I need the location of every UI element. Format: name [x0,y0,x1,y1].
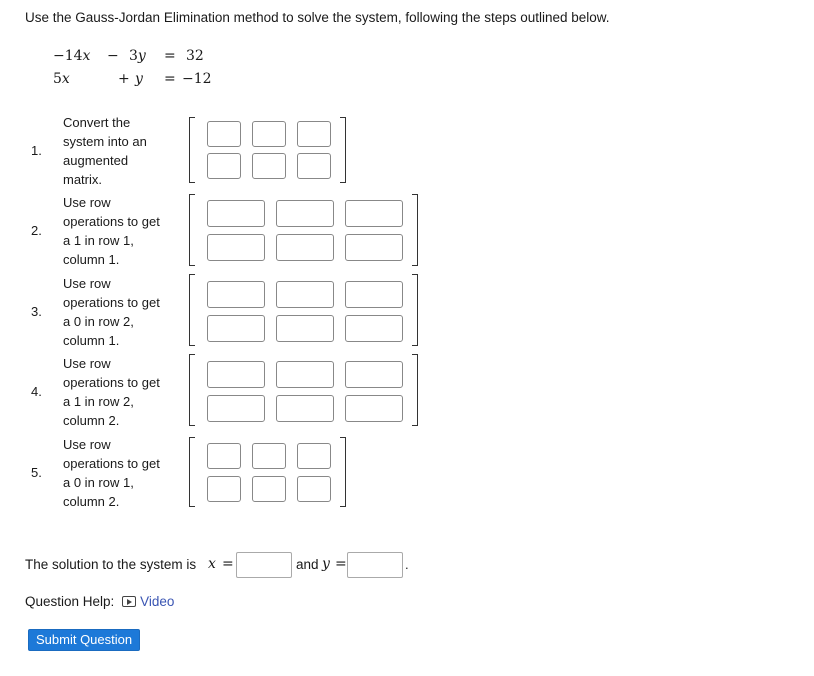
step-line: column 1. [63,252,120,267]
matrix-cell-r1c2[interactable] [276,281,334,308]
solution-period: . [405,557,409,572]
step-description [63,274,178,350]
solution-x-input[interactable] [236,552,292,578]
matrix-cell-r1c3[interactable] [345,281,403,308]
matrix-cell-r1c3[interactable] [297,443,331,469]
matrix-cell-r2c3[interactable] [345,395,403,422]
matrix-cell-r1c1[interactable] [207,200,265,227]
matrix-bracket-left [189,117,195,183]
matrix-bracket-left [189,194,195,266]
step-line: column 2. [63,413,120,428]
matrix-bracket-left [189,354,195,426]
step-description [63,354,178,430]
question-help-label: Question Help: [25,594,115,609]
step-line: a 0 in row 1, [63,475,134,490]
matrix-cell-r2c2[interactable] [252,476,286,502]
step-line: a 1 in row 2, [63,394,134,409]
matrix-cell-r2c2[interactable] [252,153,286,179]
play-video-icon [122,596,136,607]
matrix-bracket-right [412,354,418,426]
matrix-cell-r2c1[interactable] [207,315,265,342]
matrix-bracket-right [340,437,346,507]
matrix-cell-r1c3[interactable] [345,361,403,388]
eq2-rhs: −12 [182,71,212,87]
eq2-coef-y: y [135,71,143,87]
matrix-cell-r1c1[interactable] [207,281,265,308]
step-line: a 1 in row 1, [63,233,134,248]
video-link-label: Video [140,594,175,609]
solution-and: and [296,557,319,572]
matrix-cell-r1c3[interactable] [297,121,331,147]
eq1-rhs: 32 [186,48,204,64]
step-number: 5. [31,465,42,480]
matrix-cell-r2c2[interactable] [276,315,334,342]
solution-x-label: x [208,556,216,572]
solution-y-input[interactable] [347,552,403,578]
solution-prefix: The solution to the system is [25,557,197,572]
eq1-op: − [107,48,119,64]
step-line: Use row [63,195,111,210]
matrix-bracket-right [412,194,418,266]
step-line: Use row [63,437,111,452]
eq2-op: + [118,71,130,87]
eq1-coef-y: 3y [129,48,146,64]
step-line: column 1. [63,333,120,348]
solution-y-equals: = [335,556,347,572]
eq1-equals: = [164,48,176,64]
matrix-cell-r2c1[interactable] [207,153,241,179]
matrix-cell-r2c3[interactable] [297,153,331,179]
solution-y-label: y [322,556,330,572]
matrix-cell-r2c2[interactable] [276,234,334,261]
step-number: 4. [31,384,42,399]
matrix-cell-r1c1[interactable] [207,443,241,469]
instructions: Use the Gauss-Jordan Elimination method to solve the system, following the steps outlined below. [25,10,610,25]
step-line: system into an [63,134,147,149]
eq1-coef-x: −14x [53,48,91,64]
matrix-cell-r1c1[interactable] [207,361,265,388]
matrix-cell-r1c2[interactable] [252,443,286,469]
eq2-coef-x: 5x [53,71,70,87]
step-line: Use row [63,356,111,371]
matrix-cell-r2c1[interactable] [207,476,241,502]
submit-question-button[interactable]: Submit Question [28,629,140,651]
matrix-cell-r2c3[interactable] [297,476,331,502]
step-line: column 2. [63,494,120,509]
matrix-cell-r2c2[interactable] [276,395,334,422]
video-link[interactable] [122,594,174,609]
step-description [63,193,178,269]
step-description [63,113,178,189]
step-line: operations to get [63,375,160,390]
step-line: Convert the [63,115,131,130]
step-line: operations to get [63,456,160,471]
step-number: 1. [31,143,42,158]
matrix-cell-r2c1[interactable] [207,234,265,261]
step-line: a 0 in row 2, [63,314,134,329]
matrix-cell-r1c3[interactable] [345,200,403,227]
step-line: augmented [63,153,129,168]
matrix-bracket-right [412,274,418,346]
matrix-cell-r1c2[interactable] [276,361,334,388]
question-help [25,594,174,609]
solution-x-equals: = [222,556,234,572]
matrix-bracket-right [340,117,346,183]
matrix-bracket-left [189,437,195,507]
matrix-cell-r2c3[interactable] [345,315,403,342]
step-number: 3. [31,304,42,319]
matrix-cell-r2c1[interactable] [207,395,265,422]
step-line: operations to get [63,214,160,229]
matrix-cell-r1c2[interactable] [252,121,286,147]
matrix-cell-r1c2[interactable] [276,200,334,227]
step-number: 2. [31,223,42,238]
step-line: operations to get [63,295,160,310]
step-line: Use row [63,276,111,291]
step-line: matrix. [63,172,102,187]
matrix-cell-r1c1[interactable] [207,121,241,147]
equation-system [0,0,300,100]
matrix-bracket-left [189,274,195,346]
step-description [63,435,178,511]
eq2-equals: = [164,71,176,87]
matrix-cell-r2c3[interactable] [345,234,403,261]
